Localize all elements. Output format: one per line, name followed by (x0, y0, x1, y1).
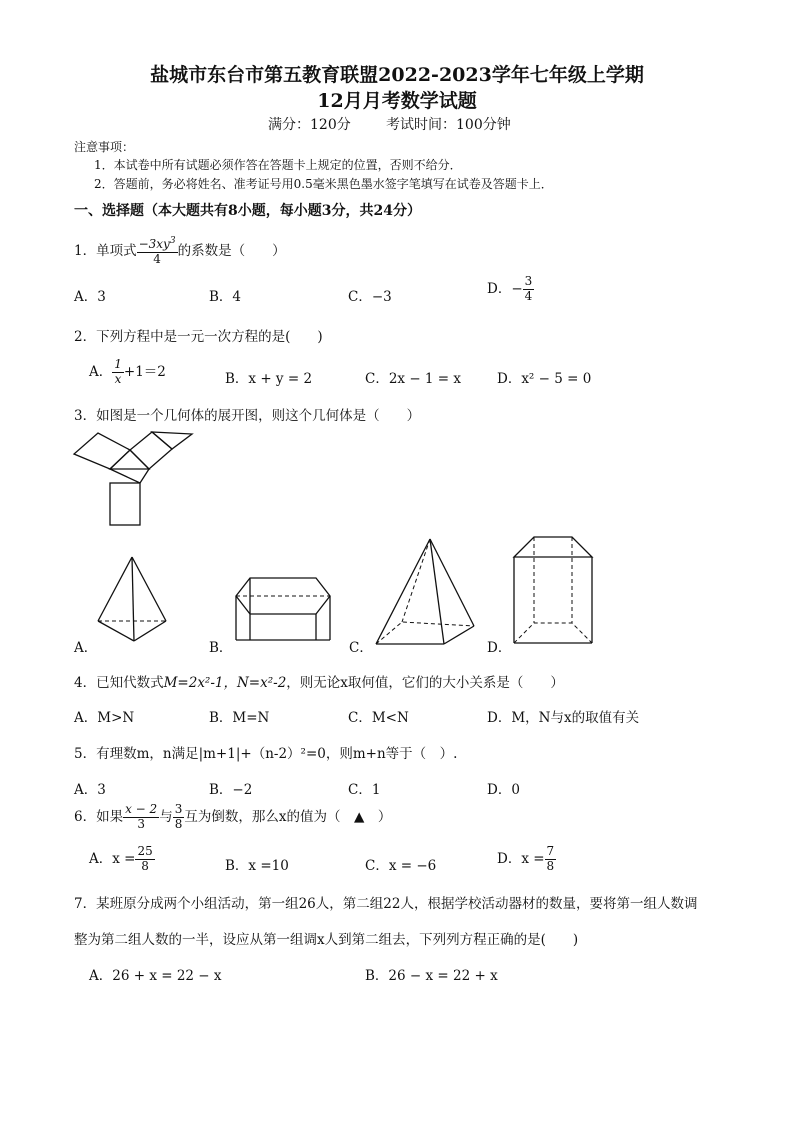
question-7-line2: 整为第二组人数的一半，设应从第一组调x人到第二组去，下列列方程正确的是( ) (74, 932, 579, 948)
q1-optd-num: 3 (524, 274, 533, 288)
question-2-stem: 2．下列方程中是一元一次方程的是( ) (74, 329, 323, 345)
net-right-rectangle (130, 432, 172, 469)
q2-option-d[interactable]: D．x² − 5 = 0 (497, 371, 592, 387)
q6-optd-num: 7 (546, 844, 555, 858)
question-4-stem (74, 671, 564, 691)
q1-fraction (137, 236, 178, 267)
q4-stem-c: ，则无论x取何值，它们的大小关系是（ ） (286, 675, 564, 691)
q2-option-a[interactable] (89, 358, 166, 387)
option-c-pyramid (372, 536, 482, 648)
q1-option-b[interactable]: B．4 (209, 289, 242, 305)
q6-mid: 与 (159, 808, 173, 825)
note-item-2: 2．答题前，务必将姓名、准考证号用0.5毫米黑色墨水签字笔填写在试卷及答题卡上． (94, 177, 553, 191)
question-6-stem (74, 803, 391, 832)
net-right-triangle (152, 432, 192, 449)
q1-prefix: 1．单项式 (74, 242, 137, 259)
exam-time: 考试时间：100分钟 (386, 117, 511, 133)
q7-option-a[interactable]: A．26 + x = 22 − x (89, 968, 222, 984)
net-diagram (68, 428, 198, 528)
q4-option-d[interactable]: D．M，N与x的取值有关 (487, 710, 640, 726)
net-left-rectangle (74, 433, 130, 469)
q2-opta-num: 1 (114, 357, 122, 371)
question-7-line1: 7．某班原分成两个小组活动，第一组26人，第二组22人，根据学校活动器材的数量，要将第一组人数调 (74, 896, 698, 912)
option-b-prism (232, 572, 342, 647)
q6-optd-den: 8 (546, 858, 555, 873)
option-d-triangular-prism (510, 533, 600, 648)
q4-stem-b: M=2x²-1，N=x²-2 (163, 675, 287, 691)
q6-suffix: 互为倒数，那么x的值为（ ▲ ） (184, 808, 392, 825)
q2-opta-label: A． (89, 363, 113, 380)
exam-title-line2: 12月月考数学试题 (317, 90, 477, 112)
q1-option-a[interactable]: A．3 (74, 289, 106, 305)
q3-option-c-label[interactable]: C． (349, 640, 373, 656)
q6-optd-label: D．x = (497, 850, 545, 867)
q6-opta-num: 25 (137, 844, 153, 858)
q7-option-b[interactable]: B．26 − x = 22 + x (365, 968, 498, 984)
q5-option-b[interactable]: B．−2 (209, 782, 253, 798)
option-a-tetrahedron (92, 555, 172, 650)
q6-option-a[interactable] (89, 845, 155, 874)
q2-opta-den: x (114, 371, 122, 386)
q4-option-a[interactable]: A．M>N (74, 710, 135, 726)
q4-stem-a: 4．已知代数式 (74, 675, 164, 691)
net-bottom-rectangle (110, 483, 140, 525)
notes-heading: 注意事项： (74, 140, 135, 154)
full-score: 满分：120分 (268, 117, 351, 133)
q3-option-a-label[interactable]: A． (74, 640, 98, 656)
question-1-stem (74, 236, 286, 267)
q2-option-b[interactable]: B．x + y = 2 (225, 371, 313, 387)
question-5-stem: 5．有理数m，n满足|m+1|+（n-2）²=0，则m+n等于（ ）. (74, 746, 458, 762)
net-top-triangle (110, 450, 149, 469)
q1-frac-den: 4 (153, 251, 161, 266)
net-edge (110, 469, 140, 483)
q4-option-b[interactable]: B．M=N (209, 710, 270, 726)
q1-option-d[interactable] (487, 275, 534, 304)
q1-optd-den: 4 (524, 288, 533, 303)
q6-prefix: 6．如果 (74, 808, 124, 825)
q2-opta-rest: +1＝2 (123, 363, 166, 380)
q6-opta-den: 8 (141, 858, 149, 873)
q1-option-c[interactable]: C．−3 (348, 289, 392, 305)
q5-option-d[interactable]: D．0 (487, 782, 520, 798)
q6-f1-den: 3 (137, 816, 145, 831)
q1-optd-prefix: D．− (487, 280, 523, 297)
q1-frac-exp: 3 (169, 236, 176, 246)
q2-option-c[interactable]: C．2x − 1 = x (365, 371, 462, 387)
q6-f1-num: x − 2 (125, 802, 158, 816)
q6-f2-den: 8 (174, 816, 183, 831)
q1-frac-num: −3xy (138, 237, 170, 251)
q6-option-b[interactable]: B．x =10 (225, 858, 289, 874)
section-heading: 一、选择题（本大题共有8小题，每小题3分，共24分） (74, 203, 421, 219)
q4-option-c[interactable]: C．M<N (348, 710, 409, 726)
q3-option-d-label[interactable]: D． (487, 640, 512, 656)
question-3-stem: 3．如图是一个几何体的展开图，则这个几何体是（ ） (74, 408, 421, 424)
q5-option-c[interactable]: C．1 (348, 782, 381, 798)
q6-option-c[interactable]: C．x = −6 (365, 858, 437, 874)
exam-title-line1: 盐城市东台市第五教育联盟2022-2023学年七年级上学期 (150, 64, 644, 86)
q6-f2-num: 3 (174, 802, 183, 816)
q5-option-a[interactable]: A．3 (74, 782, 106, 798)
q6-option-d[interactable] (497, 845, 556, 874)
note-item-1: 1．本试卷中所有试题必须作答在答题卡上规定的位置，否则不给分． (94, 158, 462, 172)
q1-suffix: 的系数是（ ） (177, 242, 286, 259)
net-edge (140, 469, 149, 483)
q3-option-b-label[interactable]: B． (209, 640, 233, 656)
q6-opta-label: A．x = (89, 850, 136, 867)
